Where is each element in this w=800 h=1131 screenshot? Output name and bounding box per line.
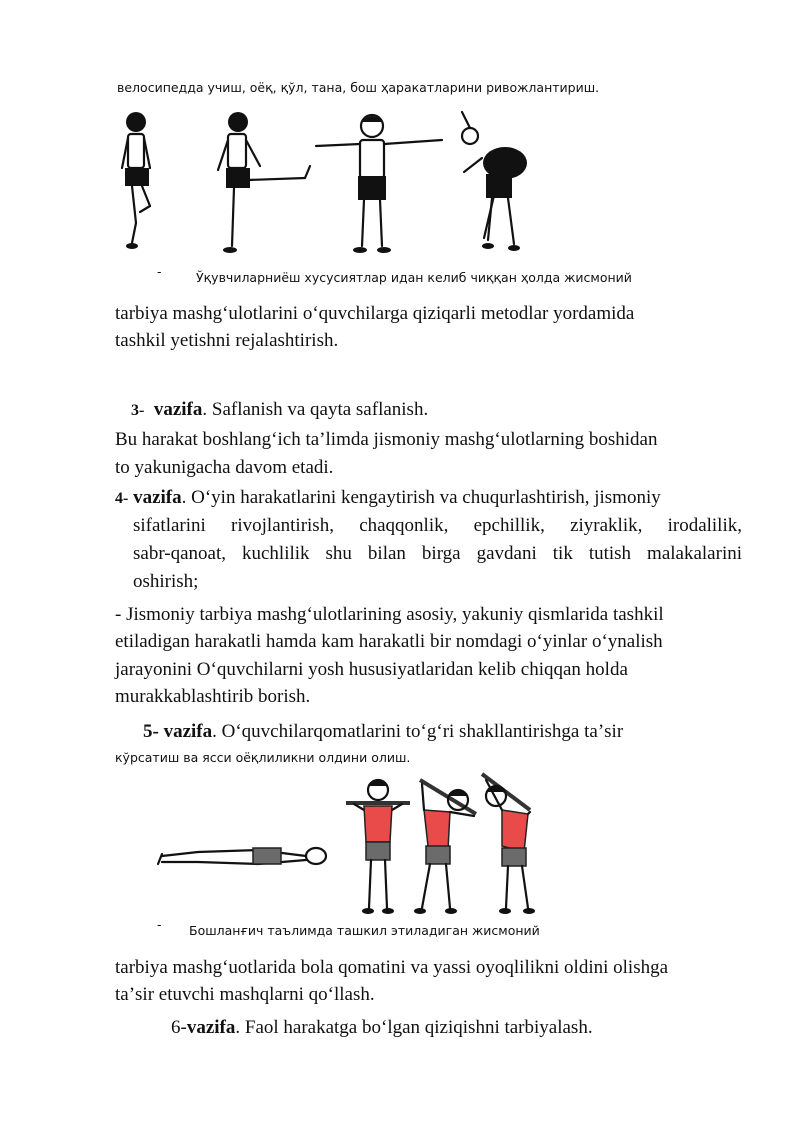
intro-line: велосипедда учиш, оёқ, қўл, тана, бош ҳаракатларини ривожлантириш. [117,80,600,95]
task-4-word: vazifa [133,487,182,508]
task-3-word: vazifa [153,399,203,420]
paragraph-3-line-1: Bu harakat boshlangʻich taʼlimda jismoniy mashgʻulotlarning boshidan [115,429,658,450]
task-5-title: . Oʻquvchilarqomatlarini toʻgʻri shakllantirishga taʼsir [212,721,624,742]
stick-figure-3 [482,774,535,914]
caption-2: Бошланғич таълимда ташкил этиладиган жисмоний [189,923,540,938]
task-4-line-3: sabr-qanoat, kuchlilik shu bilan birga gavdani tik tutish malakalarini [133,543,742,564]
task-6-title: . Faol harakatga boʻlgan qiziqishni tarbiyalash. [235,1017,593,1038]
task-4-number: 4- [115,490,129,507]
paragraph-4-line-2: etiladigan harakatli hamda kam harakatli bir nomdagi oʻyinlar oʻynalish [115,631,663,652]
task-4-line-2: sifatlarini rivojlantirish, chaqqonlik, epchillik, ziyraklik, irodalilik, [133,515,742,536]
task-5-word: 5- vazifa [143,721,213,742]
caption-bullet-2: - [157,917,162,932]
task-6-heading [171,1015,593,1041]
task-3-number: 3- [131,402,145,419]
task-4-line-1 [115,485,661,512]
boy-bending-figure [462,112,527,251]
stick-figure-1 [346,780,410,914]
paragraph-3-line-2: to yakunigacha davom etadi. [115,457,334,478]
boy-kicking-figure [218,112,310,253]
paragraph-4-line-3: jarayonini Oʻquvchilarni yosh hususiyatlaridan kelib chiqqan holda [115,659,628,680]
task-3-title: . Saflanish va qayta saflanish. [202,399,429,420]
task-4-line-1-text: . Oʻyin harakatlarini kengaytirish va chuqurlashtirish, jismoniy [181,487,661,508]
task-3-heading [131,397,428,424]
caption-1: Ўқувчиларниёш хусусиятлар идан келиб чиққан ҳолда жисмоний [196,270,632,285]
task-6-word: vazifa [186,1017,236,1038]
paragraph-4-line-1: - Jismoniy tarbiya mashgʻulotlarining asosiy, yakuniy qismlarida tashkil [115,604,664,625]
stick-figure-2 [414,780,476,914]
task-6-number: 6- [171,1017,187,1038]
task-5-heading [143,719,623,745]
paragraph-5-line-1: tarbiya mashgʻuotlarida bola qomatini va yassi oyoqlilikni oldini olishga [115,957,669,978]
caption-bullet-1: - [157,264,162,279]
paragraph-1-line-1: tarbiya mashgʻulotlarini oʻquvchilarga qiziqarli metodlar yordamida [115,303,635,324]
exercise-illustration-1 [110,108,530,258]
paragraph-4-line-4: murakkablashtirib borish. [115,686,311,707]
task-4-line-4: oshirish; [133,571,199,592]
paragraph-5-line-2: taʼsir etuvchi mashqlarni qoʻllash. [115,984,375,1005]
lying-figure [158,848,326,864]
paragraph-1-line-2: tashkil yetishni rejalashtirish. [115,330,339,351]
task-5-continuation: кўрсатиш ва ясси оёқлиликни олдини олиш. [115,750,411,765]
boy-standing-figure [122,112,150,249]
boy-arms-out-figure [316,115,442,253]
exercise-illustration-2 [158,770,548,920]
